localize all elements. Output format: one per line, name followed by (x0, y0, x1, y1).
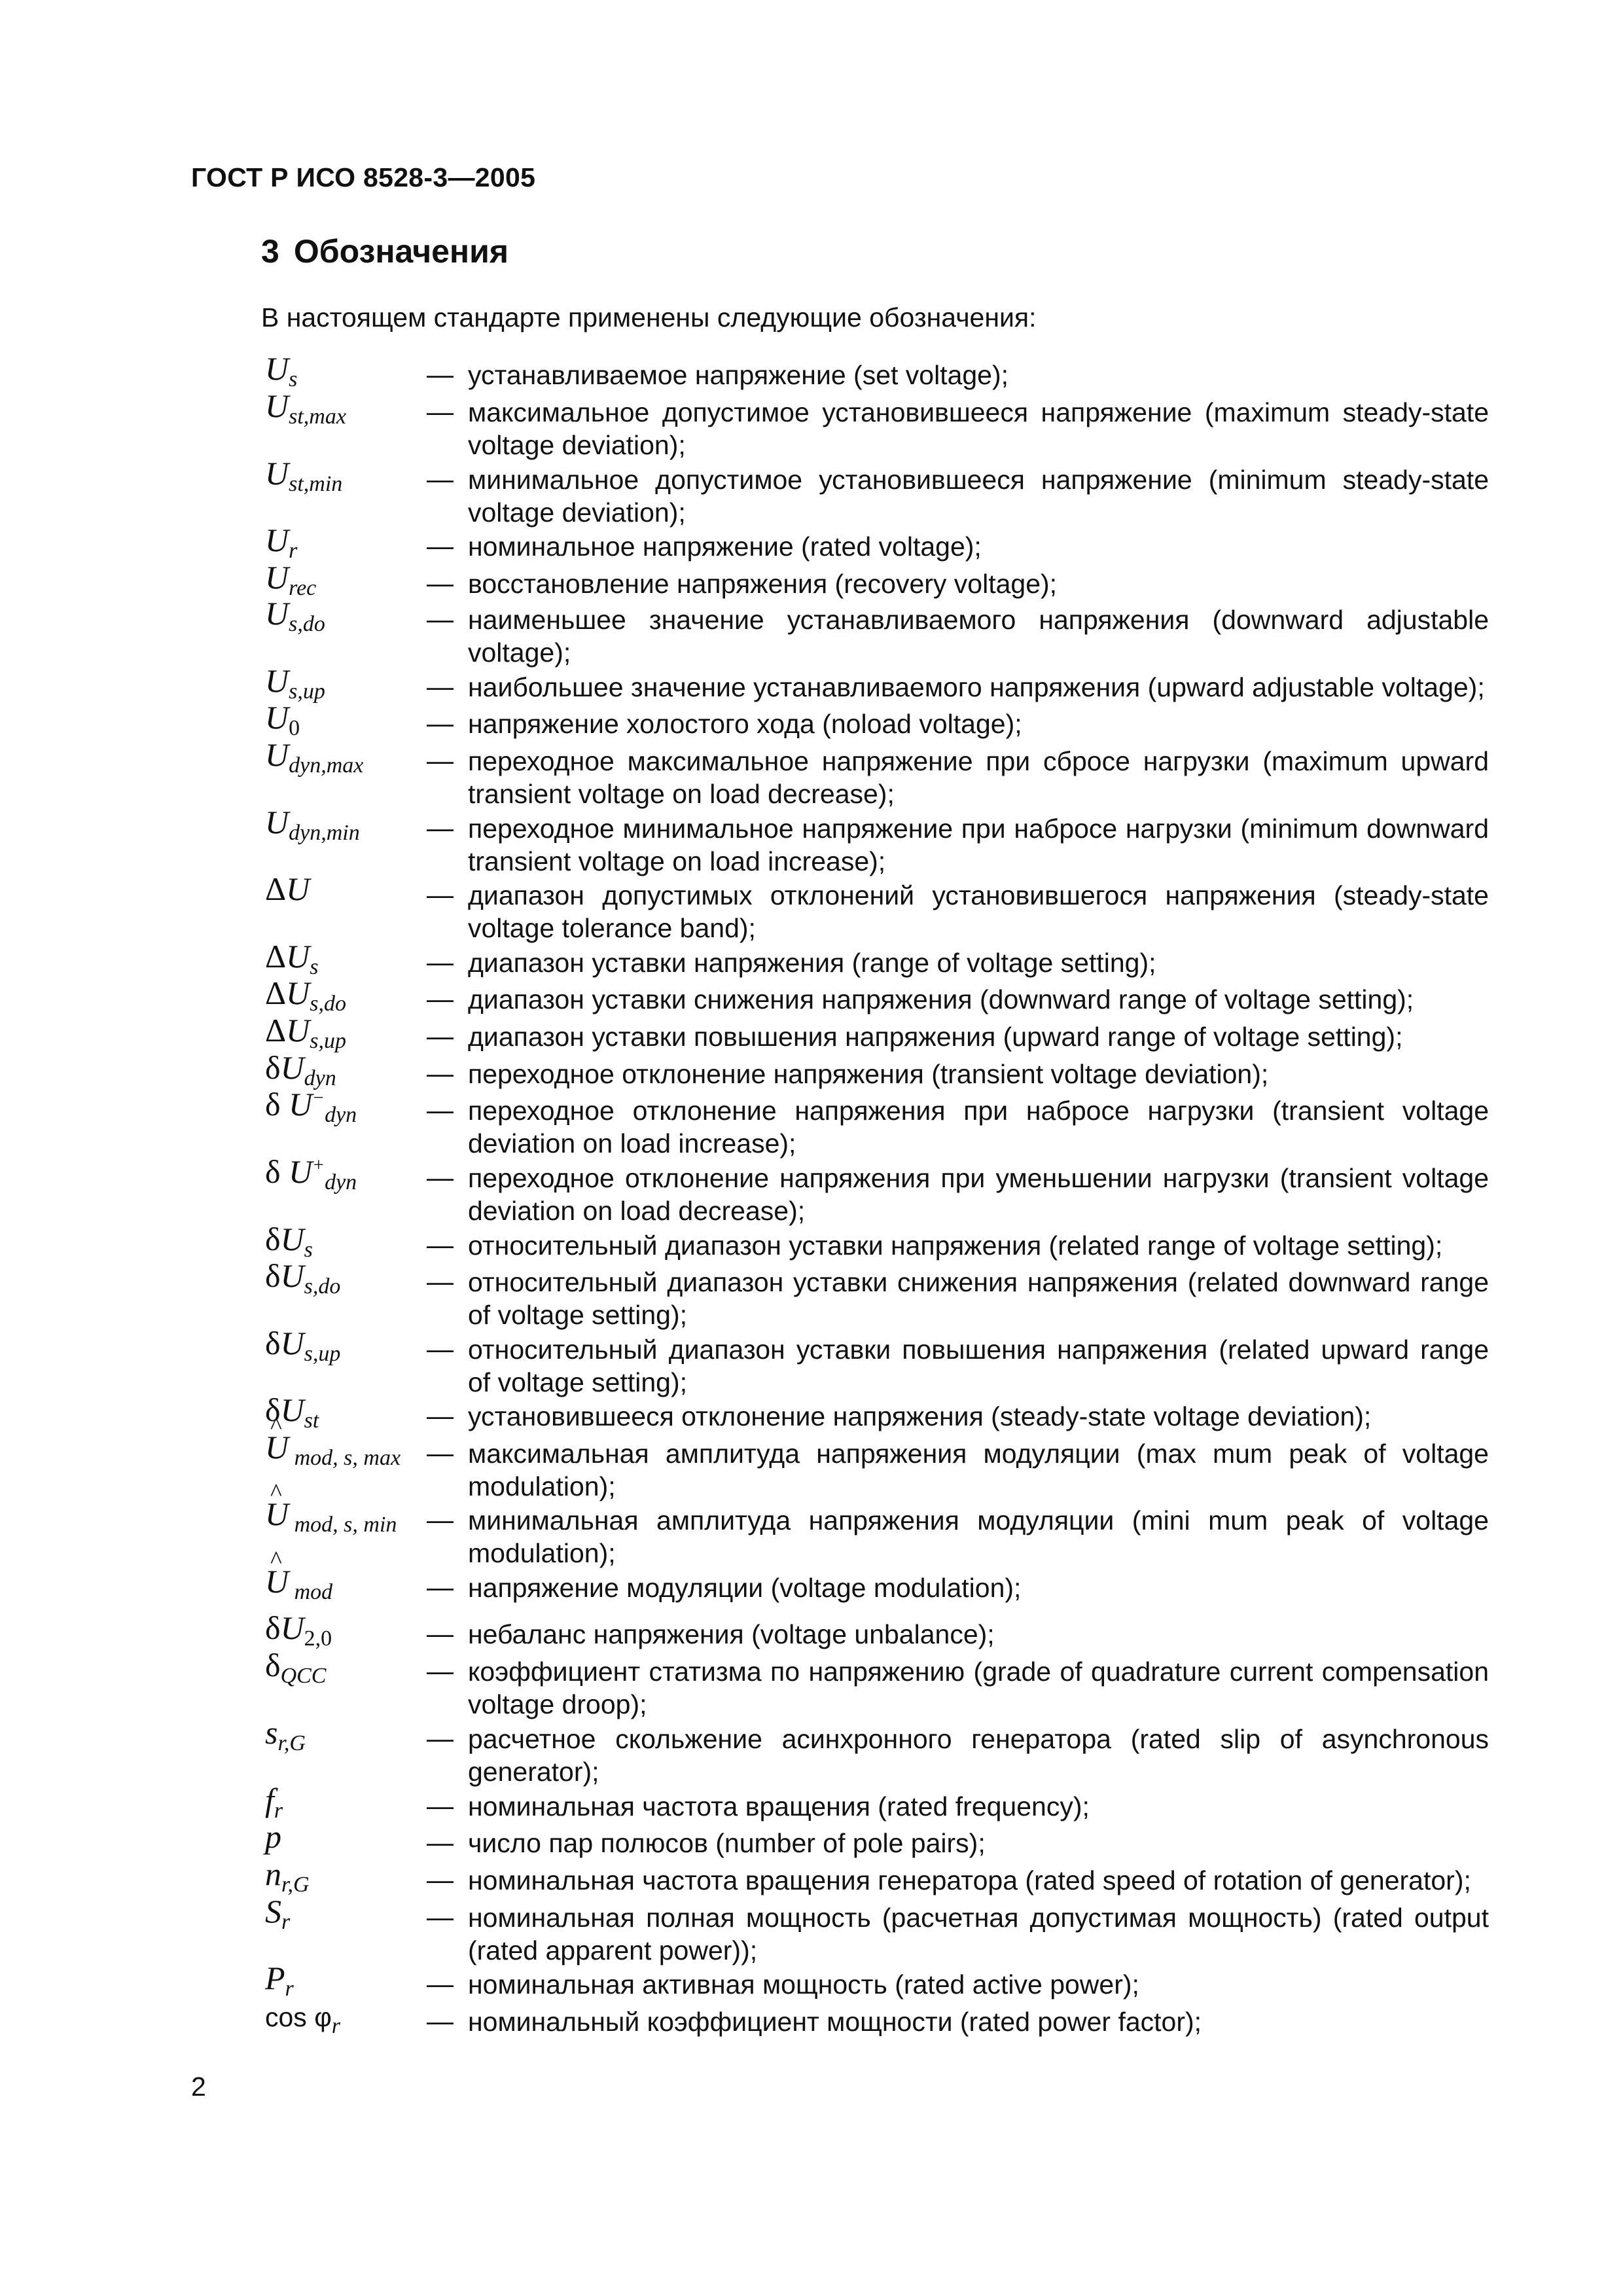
symbol-description: восстановление напряжения (recovery voltage); (468, 569, 1058, 599)
symbol-description: устанавливаемое напряжение (set voltage); (468, 360, 1009, 390)
symbol-notation: $U_0$ (265, 699, 300, 741)
entry-dash: — (427, 745, 454, 776)
entry-dash: — (427, 1969, 454, 1999)
symbol-notation: $n_{r,G}$ (265, 1856, 310, 1897)
entry-dash: — (427, 1021, 454, 1051)
symbol-description: номинальная частота вращения генератора (rated speed of rotation of generator); (468, 1865, 1471, 1895)
symbol-description: установившееся отклонение напряжения (steady-state voltage deviation); (468, 1401, 1372, 1431)
page-number: 2 (191, 2072, 206, 2102)
entry-dash: — (427, 359, 454, 389)
entry-dash: — (427, 1656, 454, 1686)
symbol-description: диапазон уставки снижения напряжения (downward range of voltage setting); (468, 984, 1414, 1014)
symbol-notation: $U_{dyn,max}$ (265, 736, 364, 778)
intro-paragraph: В настоящем стандарте применены следующие обозначения: (261, 302, 1037, 332)
symbol-description: относительный диапазон уставки снижения напряжения (related downward range of voltage setting); (468, 1267, 1489, 1330)
entry-dash: — (427, 1723, 454, 1753)
section-number: 3 (261, 233, 279, 270)
symbol-description: наименьшее значение устанавливаемого напряжения (downward adjustable voltage); (468, 605, 1489, 668)
symbol-description: минимальное допустимое установившееся напряжение (minimum steady-state voltage deviation); (468, 465, 1489, 528)
entry-dash: — (427, 1438, 454, 1468)
symbol-notation: $U_{s,do}$ (265, 595, 325, 637)
symbol-notation: $U_{dyn,min}$ (265, 804, 360, 846)
symbol-notation: $s_{r,G}$ (265, 1714, 306, 1756)
entry-dash: — (427, 2006, 454, 2036)
symbol-description: максимальное допустимое установившееся напряжение (maximum steady-state voltage deviation); (468, 397, 1489, 460)
symbol-notation: ^ U $_{mod, s, max}$ (265, 1431, 401, 1463)
entry-dash: — (427, 1791, 454, 1821)
symbol-notation: $\delta U_{s,do}$ (265, 1257, 341, 1299)
entry-dash: — (427, 1334, 454, 1364)
symbol-notation: δ $U^-_{dyn}$ (265, 1086, 357, 1128)
symbol-notation: $\delta_{QCC}$ (265, 1647, 327, 1689)
symbol-notation: ^ U $_{mod}$ (265, 1565, 332, 1598)
entry-dash: — (427, 531, 454, 561)
entry-dash: — (427, 1162, 454, 1193)
symbol-notation: $\delta U_{st}$ (265, 1391, 319, 1433)
symbol-notation: $\Delta U_{s,do}$ (265, 975, 346, 1016)
symbol-notation: $\cos \varphi_r$ (265, 2002, 341, 2039)
entry-dash: — (427, 1230, 454, 1260)
section-title: Обозначения (293, 233, 509, 270)
entry-dash: — (427, 1095, 454, 1125)
entry-dash: — (427, 708, 454, 738)
symbol-description: переходное отклонение напряжения при набросе нагрузки (transient voltage deviation on load increase); (468, 1096, 1489, 1158)
symbol-notation: ΔU (265, 870, 310, 907)
entry-dash: — (427, 1865, 454, 1895)
symbol-description: переходное минимальное напряжение при набросе нагрузки (minimum downward transient voltage on load increase); (468, 814, 1489, 876)
entry-dash: — (427, 397, 454, 427)
entry-dash: — (427, 1572, 454, 1602)
symbol-notation: $\delta U_{s,up}$ (265, 1325, 341, 1367)
symbol-notation: $U_{st,max}$ (265, 387, 346, 429)
symbol-description: номинальная полная мощность (расчетная допустимая мощность) (rated output (rated apparent power)); (468, 1903, 1489, 1965)
symbol-description: переходное максимальное напряжение при сбросе нагрузки (maximum upward transient voltage on load decrease); (468, 746, 1489, 809)
entry-dash: — (427, 672, 454, 702)
symbol-description: диапазон уставки напряжения (range of voltage setting); (468, 948, 1156, 978)
symbol-description: диапазон допустимых отклонений установившегося напряжения (steady-state voltage tolerance band); (468, 880, 1489, 943)
symbol-notation: $U_r$ (265, 522, 298, 564)
symbol-notation: p (265, 1818, 281, 1855)
symbol-description: максимальная амплитуда напряжения модуляции (max mum peak of voltage modulation); (468, 1439, 1489, 1501)
symbol-notation: $S_r$ (265, 1893, 291, 1935)
symbol-description: номинальное напряжение (rated voltage); (468, 531, 982, 562)
entry-dash: — (427, 1266, 454, 1297)
symbol-notation: $\delta U_{2,0}$ (265, 1609, 332, 1651)
symbol-notation: $P_r$ (265, 1960, 294, 2001)
entry-dash: — (427, 1902, 454, 1932)
symbol-notation: $\delta U_s$ (265, 1221, 313, 1263)
document-header: ГОСТ Р ИСО 8528-3—2005 (191, 162, 536, 192)
entry-dash: — (427, 604, 454, 634)
entry-dash: — (427, 1401, 454, 1431)
symbol-description: относительный диапазон уставки повышения напряжения (related upward range of voltage setting); (468, 1335, 1489, 1397)
symbol-description: число пар полюсов (number of pole pairs); (468, 1828, 986, 1858)
symbol-description: переходное отклонение напряжения при уменьшении нагрузки (transient voltage deviation on load decrease); (468, 1163, 1489, 1226)
entry-dash: — (427, 813, 454, 843)
entry-dash: — (427, 1827, 454, 1857)
entry-dash: — (427, 568, 454, 598)
symbol-description: относительный диапазон уставки напряжения (related range of voltage setting); (468, 1230, 1443, 1261)
symbol-description: диапазон уставки повышения напряжения (upward range of voltage setting); (468, 1022, 1403, 1052)
entry-dash: — (427, 880, 454, 910)
entry-dash: — (427, 464, 454, 494)
symbol-description: напряжение холостого хода (noload voltage); (468, 709, 1022, 739)
symbol-description: переходное отклонение напряжения (transient voltage deviation); (468, 1059, 1269, 1089)
symbol-description: наибольшее значение устанавливаемого напряжения (upward adjustable voltage); (468, 672, 1485, 702)
symbol-notation: ^ U $_{mod, s, min}$ (265, 1498, 397, 1530)
symbol-description: расчетное скольжение асинхронного генератора (rated slip of asynchronous generator); (468, 1724, 1489, 1787)
symbol-notation: $\Delta U_s$ (265, 938, 319, 980)
symbol-notation: δ $U^+_{dyn}$ (265, 1153, 357, 1195)
symbol-description: номинальная частота вращения (rated frequency); (468, 1791, 1090, 1821)
symbol-description: номинальная активная мощность (rated active power); (468, 1969, 1139, 2000)
symbol-description: номинальный коэффициент мощности (rated power factor); (468, 2007, 1202, 2037)
entry-dash: — (427, 1505, 454, 1535)
entry-dash: — (427, 1058, 454, 1088)
symbol-description: небаланс напряжения (voltage unbalance); (468, 1619, 995, 1649)
symbol-notation: $\Delta U_{s,up}$ (265, 1012, 346, 1054)
symbol-notation: $f_r$ (265, 1782, 283, 1823)
symbol-notation: $\delta U_{dyn}$ (265, 1049, 336, 1091)
symbol-description: коэффициент статизма по напряжению (grade of quadrature current compensation voltage droop); (468, 1657, 1489, 1719)
symbol-description: напряжение модуляции (voltage modulation); (468, 1573, 1022, 1603)
symbol-notation: $U_{rec}$ (265, 559, 317, 601)
entry-dash: — (427, 947, 454, 977)
symbol-notation: $U_s$ (265, 350, 298, 392)
symbol-description: минимальная амплитуда напряжения модуляции (mini mum peak of voltage modulation); (468, 1505, 1489, 1568)
entry-dash: — (427, 1619, 454, 1649)
entry-dash: — (427, 984, 454, 1014)
symbol-notation: $U_{st,min}$ (265, 455, 343, 497)
symbol-notation: $U_{s,up}$ (265, 662, 325, 704)
